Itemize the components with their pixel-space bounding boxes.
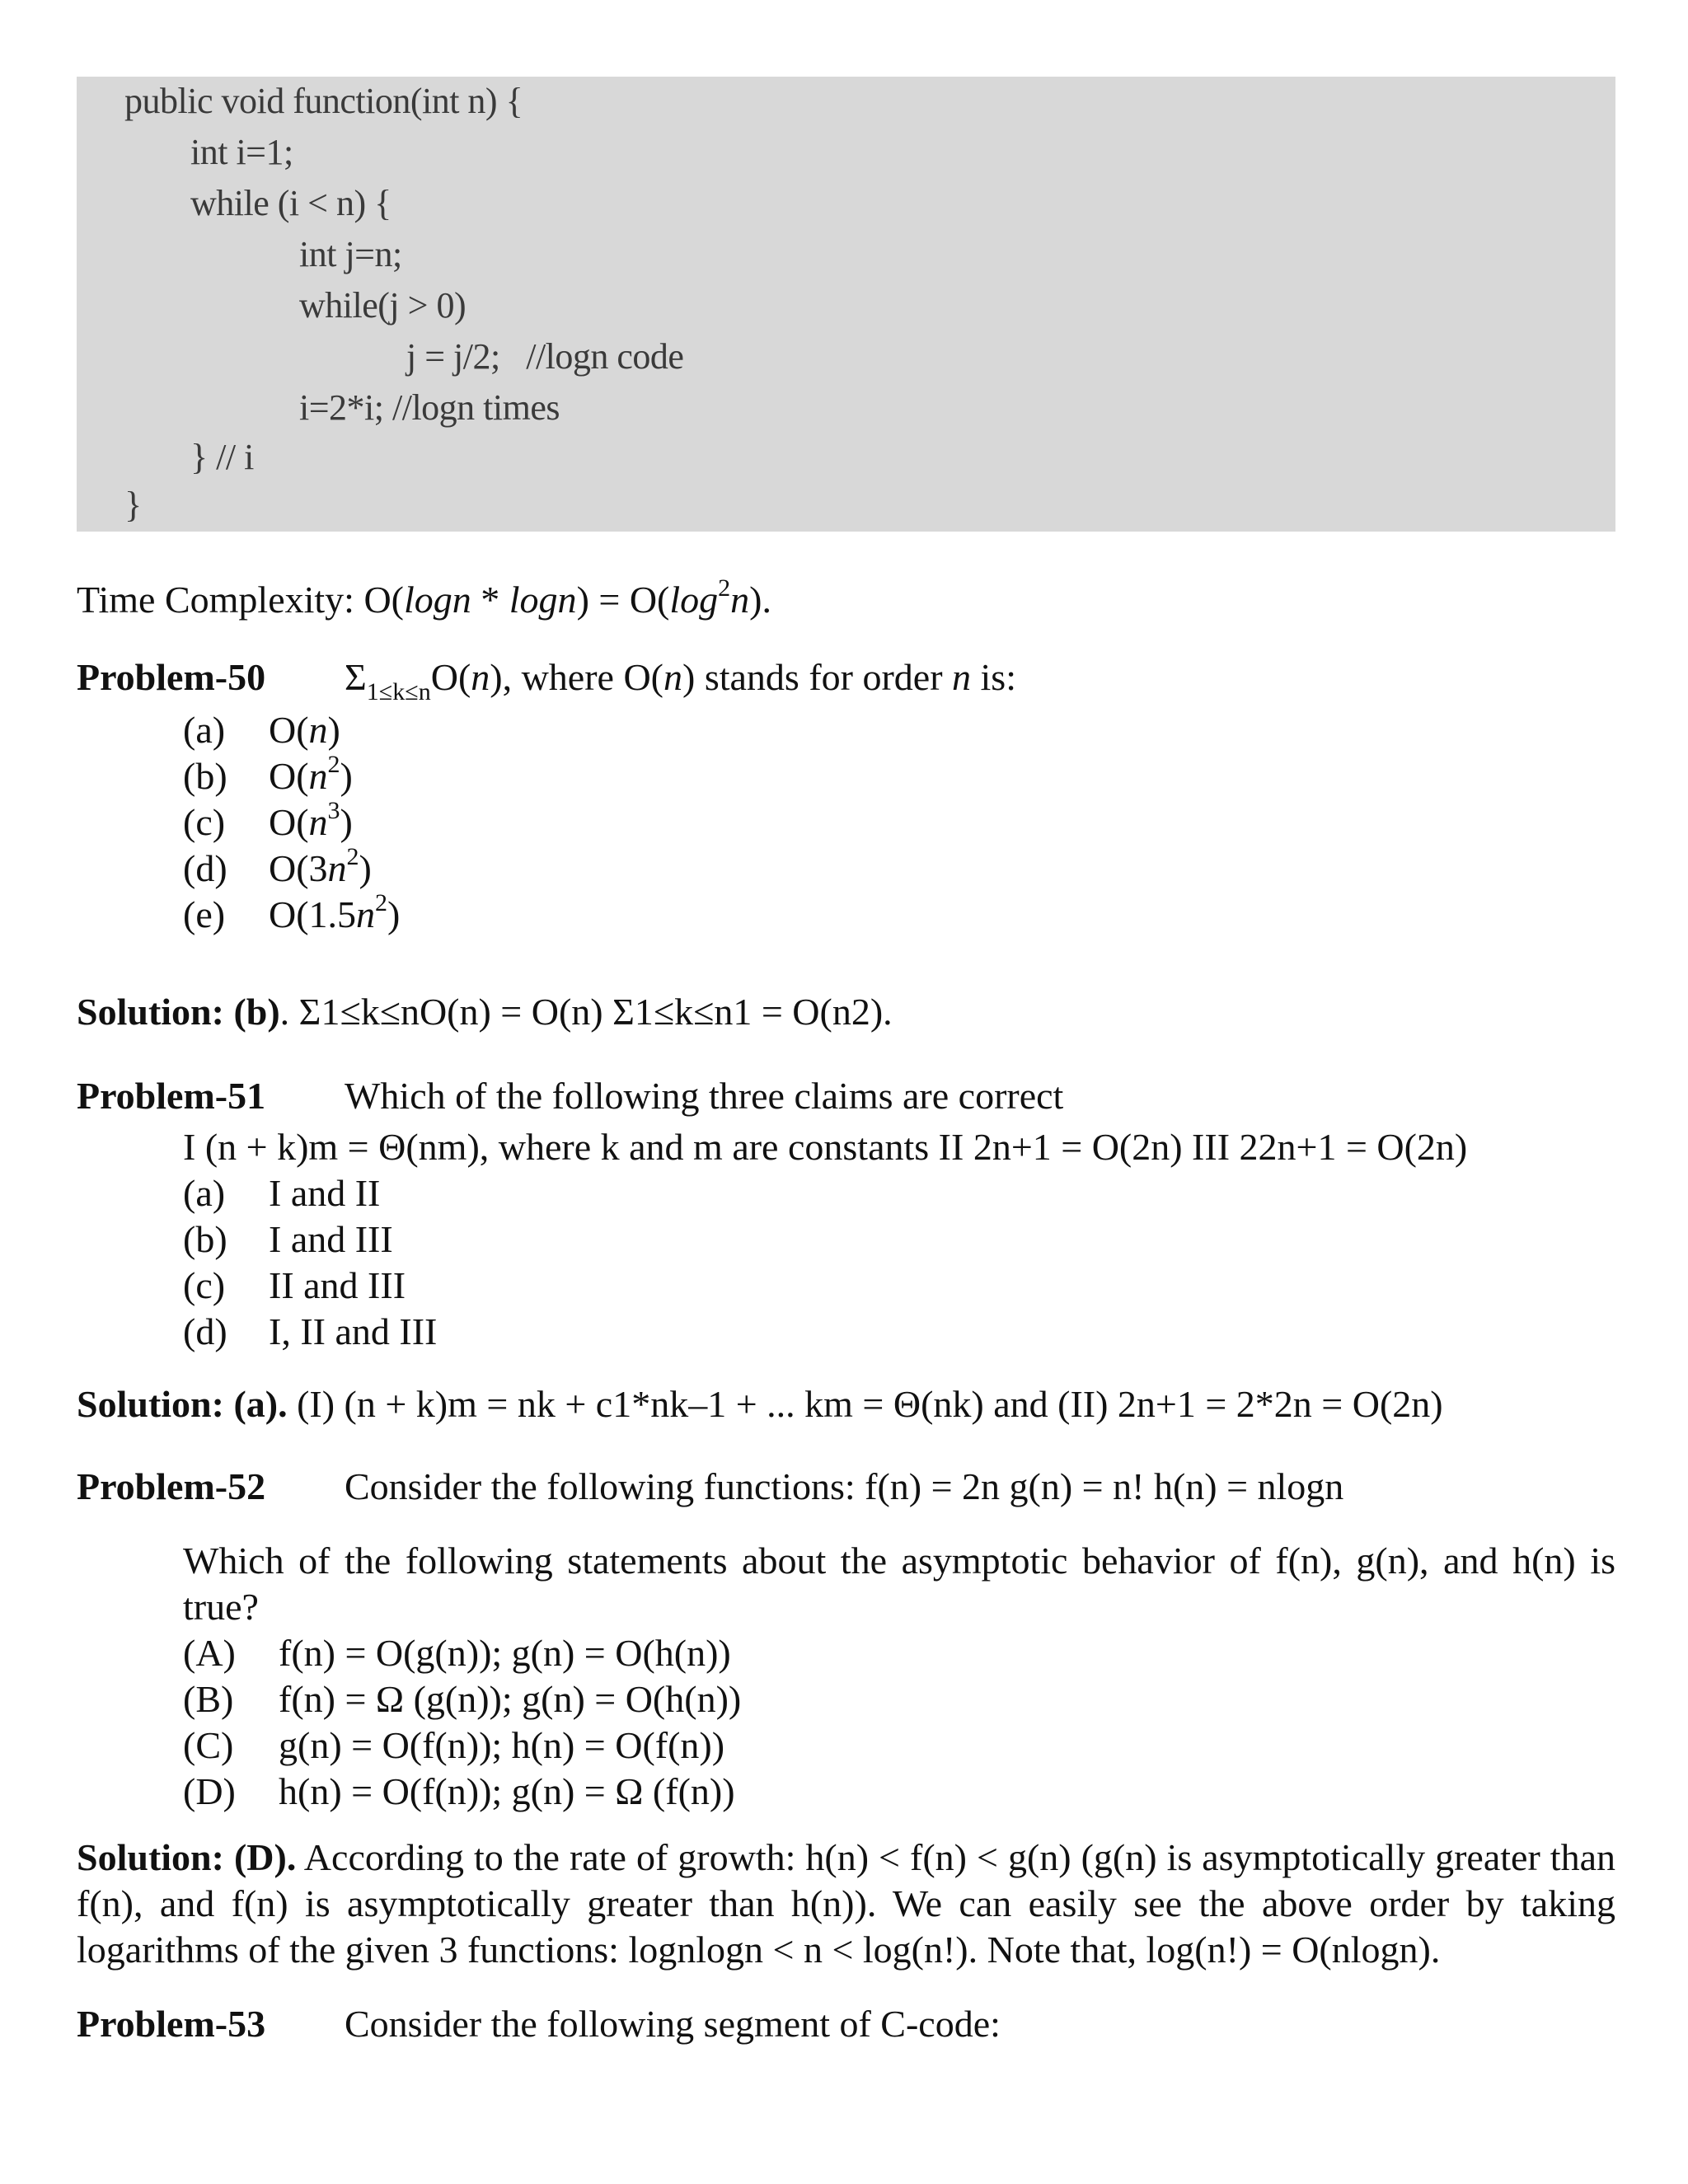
option-letter: (c) [183,1264,226,1306]
tc-var: logn [404,579,471,621]
option-letter: (C) [183,1724,234,1766]
code-line: } // i [190,437,254,477]
sigma-symbol: Σ [345,656,367,698]
option-letter: (A) [183,1632,236,1674]
option-var: n [308,709,328,751]
option-letter: (a) [183,709,226,751]
problem-52 [77,1464,1344,1510]
solution-text: (I) (n + k)m = nk + c1*nk–1 + ... km = Θ(nk) and (II) 2n+1 = 2*2n = O(2n) [287,1383,1443,1425]
option-exponent: 2 [327,750,340,778]
tc-text: ). [749,579,771,621]
option-exponent: 2 [375,888,388,916]
option-text: ) [387,893,401,935]
problem-label: Problem-53 [77,2003,266,2045]
solution-label: Solution: (a). [77,1383,288,1425]
tc-var: n [730,579,750,621]
option-var: n [308,801,328,843]
option-text: ) [327,709,340,751]
code-line: int j=n; [299,234,402,274]
option [183,888,401,938]
option-exponent: 2 [346,842,359,870]
option [183,1722,724,1769]
q-text: O( [430,656,471,698]
option-letter: (b) [183,1218,227,1260]
option [183,707,340,753]
problem-label: Problem-50 [77,656,266,698]
tc-text: Time Complexity: O( [77,579,404,621]
problem-label: Problem-51 [77,1075,266,1117]
tc-var: logn [509,579,577,621]
option [183,750,353,799]
code-line: i=2*i; //logn times [299,387,560,428]
option-letter: (B) [183,1678,234,1720]
option-text: O( [269,801,309,843]
option-var: n [356,893,376,935]
time-complexity-line [77,574,771,623]
solution-50 [77,989,893,1035]
solution-52 [77,1835,1615,1973]
option-text: ) [340,755,353,797]
q-text: ), where O( [490,656,663,698]
solution-text: According to the rate of growth: h(n) < f(n) < g(n) (g(n) is asymptotically greater than f(n), and f(n) is asymptotically greater than h(n)). We can easily see the above order by taking logarithms of the given 3 functions: lognlogn < n < log(n!). Note that, log(n!) = O(nlogn). [77,1836,1615,1971]
code-line: } [124,485,142,525]
option-var: n [327,847,347,889]
option-letter: (d) [183,847,227,889]
option [183,796,353,846]
option [183,1170,380,1216]
option-letter: (D) [183,1770,236,1812]
option [183,1676,741,1722]
problem-label: Problem-52 [77,1465,266,1507]
q-text: ) stands for order [682,656,953,698]
option-letter: (c) [183,801,226,843]
option-text: II and III [269,1264,406,1306]
option-text: I and II [269,1172,381,1214]
option-text: I, II and III [269,1310,438,1352]
option [183,1263,406,1309]
option-text: O(3 [269,847,328,889]
q-var: n [952,656,972,698]
option-exponent: 3 [327,796,340,824]
code-line: int i=1; [190,132,293,172]
option-letter: (e) [183,893,226,935]
tc-text: ) = O( [576,579,670,621]
q-var: n [663,656,682,698]
problem-question [345,654,1016,706]
option-letter: (b) [183,755,227,797]
option-text: I and III [269,1218,393,1260]
problem-51 [77,1073,1064,1119]
code-line: while(j > 0) [299,285,467,326]
code-block [77,77,1615,532]
problem-53 [77,2001,1001,2047]
option-text: f(n) = Ω (g(n)); g(n) = O(h(n)) [279,1678,742,1720]
problem-question: Which of the following three claims are correct [345,1075,1064,1117]
option-text: ) [340,801,353,843]
option-text: f(n) = O(g(n)); g(n) = O(h(n)) [279,1632,731,1674]
option-text: h(n) = O(f(n)); g(n) = Ω (f(n)) [279,1770,735,1812]
code-line: j = j/2; //logn code [406,336,684,377]
q-var: n [471,656,490,698]
solution-text: . Σ1≤k≤nO(n) = O(n) Σ1≤k≤n1 = O(n2). [279,991,893,1033]
q-text: is: [971,656,1016,698]
tc-exponent: 2 [718,574,731,602]
option-text: O(1.5 [269,893,357,935]
option-letter: (a) [183,1172,226,1214]
option-var: n [308,755,328,797]
solution-label: Solution: (D). [77,1836,297,1878]
option-text: O( [269,709,309,751]
code-line: public void function(int n) { [124,81,523,121]
problem-question: Consider the following functions: f(n) = 2n g(n) = n! h(n) = nlogn [345,1465,1344,1507]
sum-range: 1≤k≤n [366,678,431,706]
solution-label: Solution: (b) [77,991,280,1033]
solution-51 [77,1381,1443,1427]
option [183,1769,735,1815]
option-text: ) [359,847,372,889]
option-text: O( [269,755,309,797]
claims-line: I (n + k)m = Θ(nm), where k and m are constants II 2n+1 = O(2n) III 22n+1 = O(2n) [183,1126,1468,1168]
problem-question: Consider the following segment of C-code: [345,2003,1001,2045]
tc-text: * [471,579,509,621]
option [183,842,372,892]
option-text: g(n) = O(f(n)); h(n) = O(f(n)) [279,1724,725,1766]
option-letter: (d) [183,1310,227,1352]
code-line: while (i < n) { [190,183,392,223]
option [183,1630,731,1676]
problem-intro: Which of the following statements about the asymptotic behavior of f(n), g(n), and h(n) is true? [183,1540,1615,1628]
tc-var: log [669,579,719,621]
option [183,1309,437,1355]
option [183,1216,393,1263]
